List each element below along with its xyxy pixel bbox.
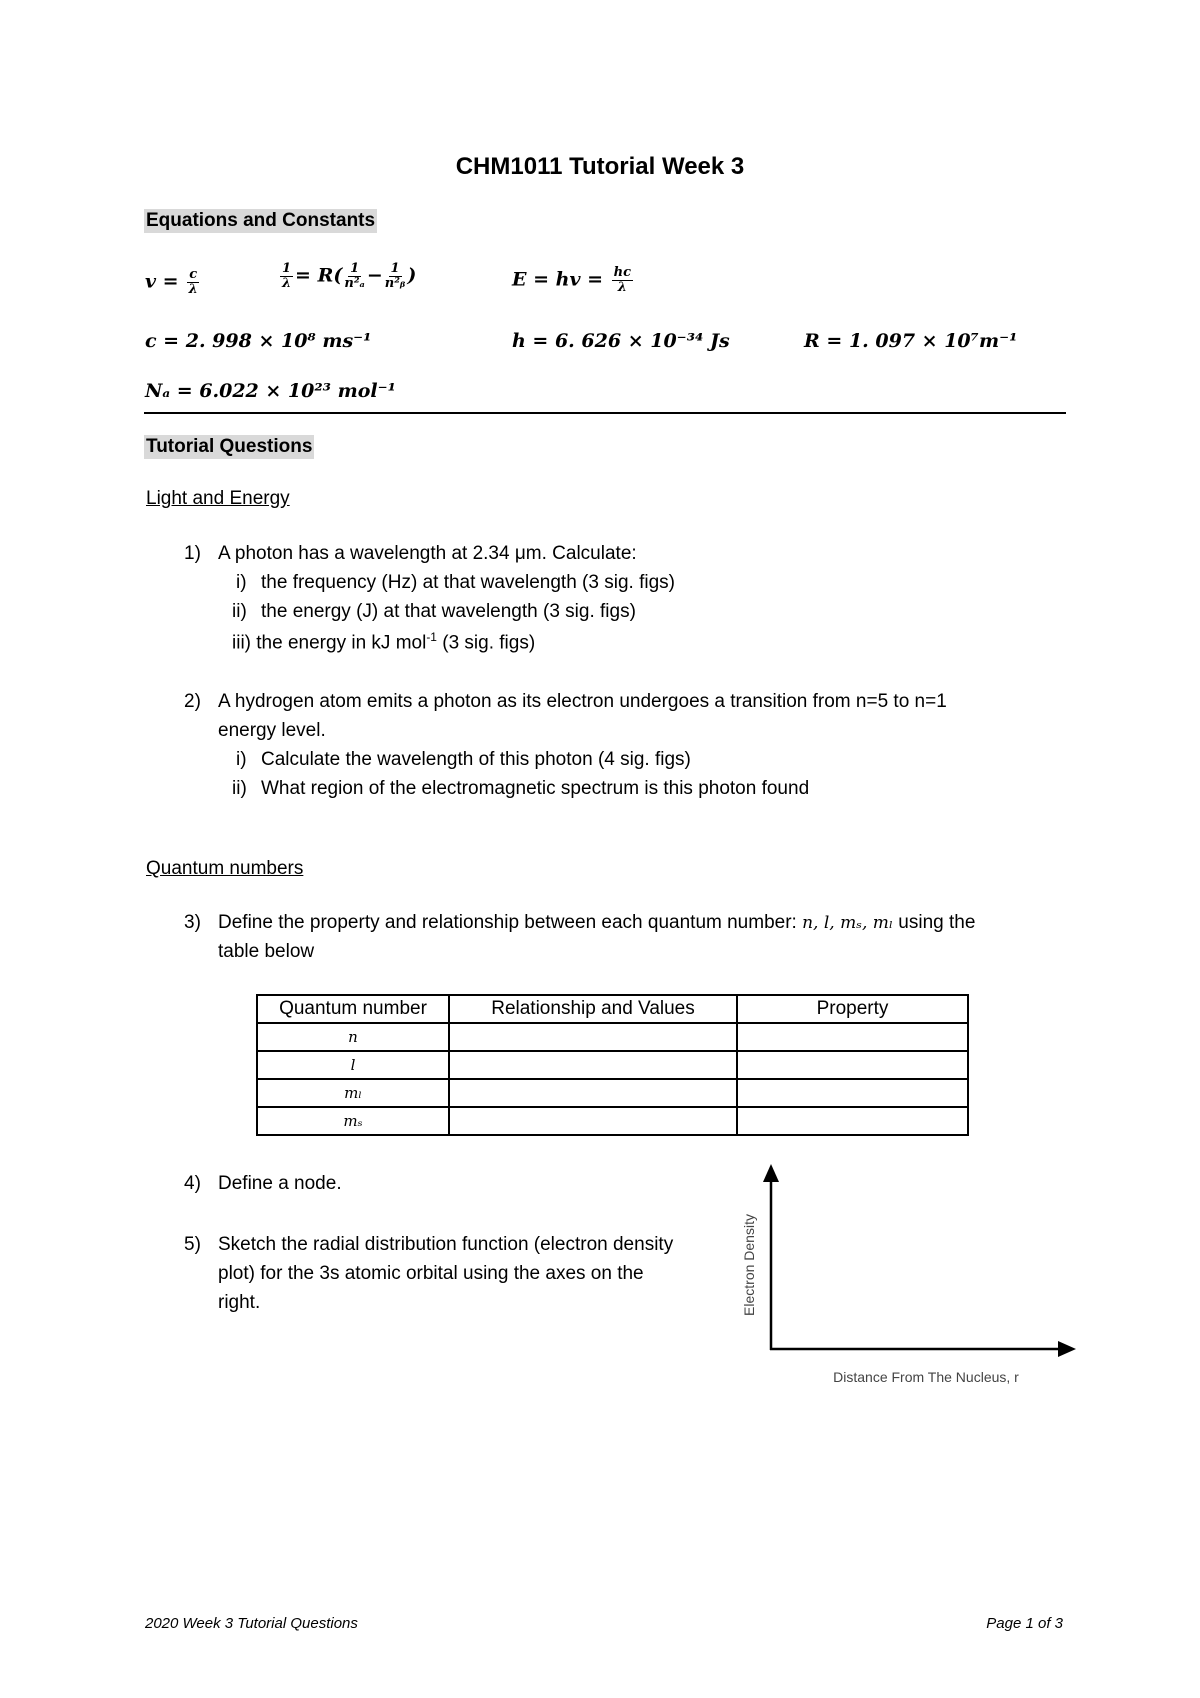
- q2-sub-i-number: i): [236, 749, 247, 770]
- quantum-number-table: [256, 994, 969, 1136]
- eq2-f2-denominator: n²ᵦ: [384, 276, 406, 291]
- eq2-f1-denominator: n²ₐ: [344, 276, 365, 291]
- x-axis: [770, 1341, 1076, 1357]
- q2-sub-ii-number: ii): [232, 778, 247, 799]
- q5-line1: Sketch the radial distribution function (electron density: [218, 1234, 674, 1255]
- footer-left: 2020 Week 3 Tutorial Questions: [145, 1615, 358, 1632]
- eq1-denominator: λ: [188, 282, 198, 297]
- eq2-lhs-fraction: [280, 262, 293, 291]
- table-row: [257, 1023, 968, 1051]
- eq2-f2-numerator: 1: [390, 261, 400, 276]
- q2-sub-i-text: Calculate the wavelength of this photon (4 sig. figs): [261, 749, 691, 770]
- q3-line1-after: using the: [893, 912, 976, 933]
- eq3-lhs: E = hv =: [512, 268, 610, 291]
- table-cell-relationship[interactable]: [449, 1107, 737, 1135]
- eq2-f1-numerator: 1: [350, 261, 360, 276]
- table-header-relationship: Relationship and Values: [449, 995, 737, 1023]
- equation-frequency: [145, 268, 201, 297]
- table-header-row: [257, 995, 968, 1023]
- q4-text: Define a node.: [218, 1173, 342, 1194]
- q1-sub-iii-text: the energy in kJ mol: [256, 632, 427, 654]
- q5-line2: plot) for the 3s atomic orbital using the axes on the: [218, 1263, 644, 1284]
- sketch-axes[interactable]: [720, 1160, 1080, 1390]
- eq2-minus: −: [366, 264, 383, 287]
- q2-sub-ii-text: What region of the electromagnetic spectrum is this photon found: [261, 778, 810, 799]
- q3-line1-before: Define the property and relationship between each quantum number:: [218, 912, 803, 933]
- eq3-denominator: λ: [617, 280, 627, 295]
- table-cell-symbol: n: [257, 1023, 449, 1051]
- table-cell-relationship[interactable]: [449, 1079, 737, 1107]
- q1-number: 1): [184, 543, 201, 564]
- footer-page-number: Page 1 of 3: [986, 1615, 1063, 1632]
- q2-line2: energy level.: [218, 720, 326, 741]
- q1-sub-iii-number: iii): [232, 632, 251, 654]
- eq3-numerator: hc: [613, 265, 632, 280]
- tutorial-heading: Tutorial Questions: [146, 436, 313, 457]
- eq1-numerator: c: [189, 267, 198, 282]
- eq2-lhs-denominator: λ: [281, 276, 292, 291]
- eq1-fraction: [187, 268, 199, 297]
- table-cell-symbol: l: [257, 1051, 449, 1079]
- table-cell-symbol: mₗ: [257, 1079, 449, 1107]
- q3-number: 3): [184, 912, 201, 933]
- q5-line3: right.: [218, 1292, 261, 1313]
- q1-sub-ii-text: the energy (J) at that wavelength (3 sig. figs): [261, 601, 636, 622]
- speed-of-light-constant: c = 2. 998 × 10⁸ ms⁻¹: [145, 330, 372, 352]
- eq2-fraction-2: [385, 262, 406, 291]
- table-cell-property[interactable]: [737, 1051, 968, 1079]
- section-heading-light-energy: Light and Energy: [146, 488, 290, 509]
- y-axis: [763, 1164, 779, 1350]
- eq2-close: ): [407, 264, 417, 287]
- q1-text: A photon has a wavelength at 2.34 μm. Calculate:: [218, 543, 637, 564]
- table-cell-relationship[interactable]: [449, 1023, 737, 1051]
- table-row: [257, 1107, 968, 1135]
- eq3-fraction: [612, 266, 633, 295]
- avogadro-constant: Nₐ = 6.022 × 10²³ mol⁻¹: [145, 380, 396, 402]
- q1-sub-iii: [232, 630, 535, 654]
- q2-line1: A hydrogen atom emits a photon as its electron undergoes a transition from n=5 to n=1: [218, 691, 947, 712]
- rydberg-constant: R = 1. 097 × 10⁷m⁻¹: [804, 330, 1018, 352]
- equation-rydberg: [278, 262, 416, 291]
- table-cell-symbol: mₛ: [257, 1107, 449, 1135]
- equation-energy: [512, 266, 635, 295]
- eq1-lhs: v =: [145, 270, 186, 293]
- eq2-lhs-numerator: 1: [282, 261, 292, 276]
- page-title: CHM1011 Tutorial Week 3: [455, 153, 745, 180]
- q1-sub-i-text: the frequency (Hz) at that wavelength (3 sig. figs): [261, 572, 675, 593]
- table-row: [257, 1079, 968, 1107]
- y-axis-arrow-icon: [763, 1164, 779, 1182]
- table-header-quantum-number: Quantum number: [257, 995, 449, 1023]
- eq2-fraction-1: [344, 262, 364, 291]
- q3-line1: [218, 912, 975, 934]
- q3-line2: table below: [218, 941, 315, 962]
- q1-sub-ii-number: ii): [232, 601, 247, 622]
- q5-number: 5): [184, 1234, 201, 1255]
- table-cell-property[interactable]: [737, 1023, 968, 1051]
- q1-sub-i-number: i): [236, 572, 247, 593]
- table-cell-property[interactable]: [737, 1107, 968, 1135]
- section-heading-quantum-numbers: Quantum numbers: [146, 858, 304, 879]
- x-axis-label: Distance From The Nucleus, r: [833, 1369, 1019, 1385]
- table-cell-property[interactable]: [737, 1079, 968, 1107]
- planck-constant: h = 6. 626 × 10⁻³⁴ Js: [512, 330, 730, 352]
- q3-symbols: n, l, mₛ, mₗ: [802, 913, 893, 933]
- q1-sub-iii-after: (3 sig. figs): [436, 632, 536, 654]
- eq2-mid: = R(: [295, 264, 343, 287]
- x-axis-arrow-icon: [1058, 1341, 1076, 1357]
- y-axis-label: Electron Density: [741, 1214, 757, 1316]
- q1-sub-iii-sup: -1: [426, 630, 437, 644]
- table-header-property: Property: [737, 995, 968, 1023]
- table-row: [257, 1051, 968, 1079]
- section-divider: [144, 412, 1066, 414]
- q4-number: 4): [184, 1173, 201, 1194]
- equations-heading: Equations and Constants: [146, 210, 376, 231]
- table-cell-relationship[interactable]: [449, 1051, 737, 1079]
- q2-number: 2): [184, 691, 201, 712]
